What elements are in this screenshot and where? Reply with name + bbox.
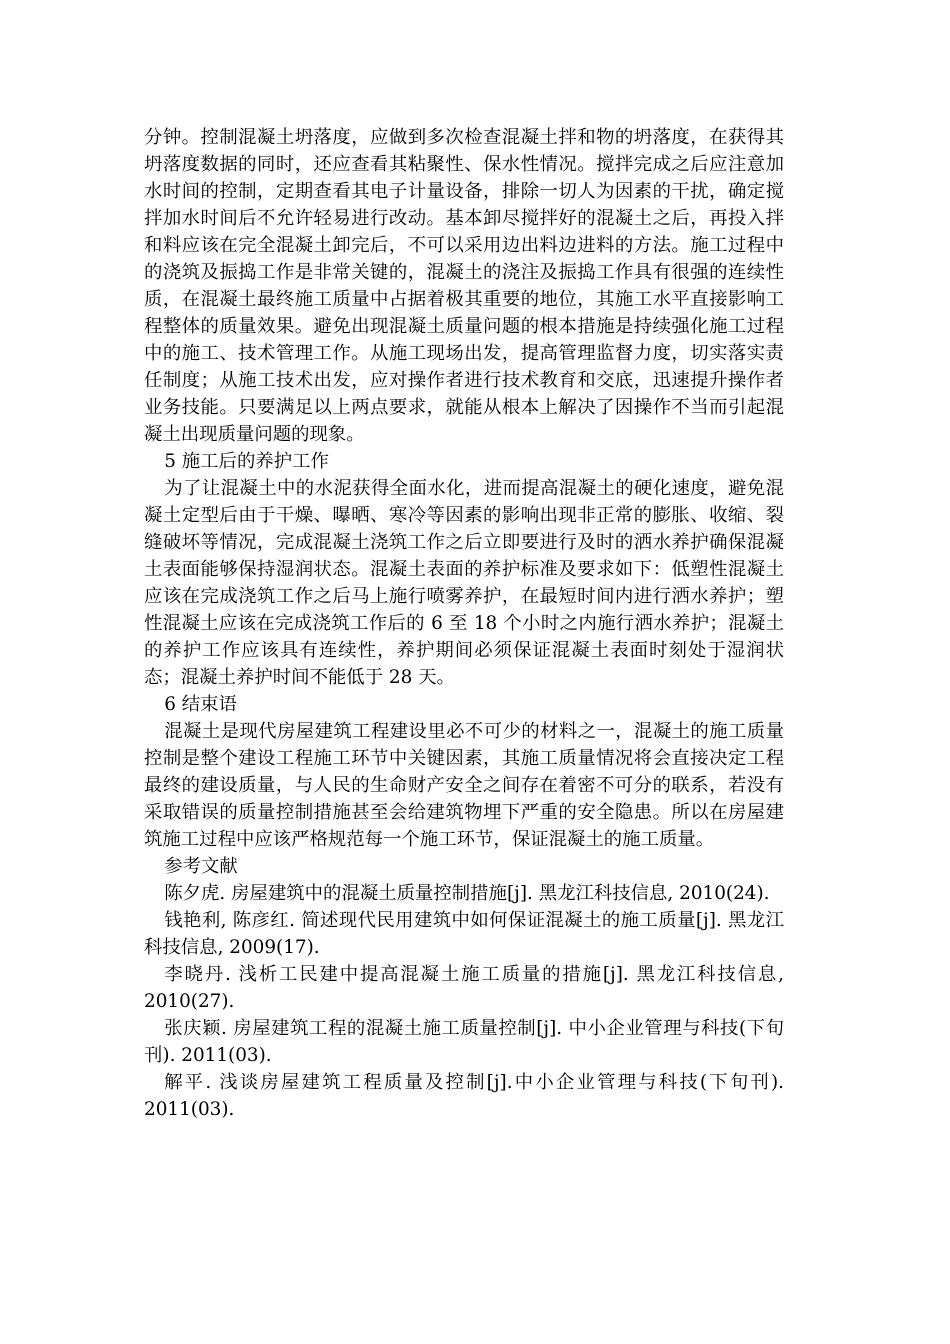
- reference-item: 张庆颖. 房屋建筑工程的混凝土施工质量控制[j]. 中小企业管理与科技(下旬刊). 2011(03).: [144, 1018, 784, 1066]
- body-paragraph-continued: 分钟。控制混凝土坍落度，应做到多次检查混凝土拌和物的坍落度，在获得其坍落度数据的同时，还应查看其粘聚性、保水性情况。搅拌完成之后应注意加水时间的控制，定期查看其电子计量设备，排除一切人为因素的干扰，确定搅拌加水时间后不允许轻易进行改动。基本卸尽搅拌好的混凝土之后，再投入拌和料应该在完全混凝土卸完后，不可以采用边出料边进料的方法。施工过程中的浇筑及振捣工作是非常关键的，混凝土的浇注及振捣工作具有很强的连续性质，在混凝土最终施工质量中占据着极其重要的地位，其施工水平直接影响工程整体的质量效果。避免出现混凝土质量问题的根本措施是持续强化施工过程中的施工、技术管理工作。从施工现场出发，提高管理监督力度，切实落实责任制度；从施工技术出发，应对操作者进行技术教育和交底，迅速提升操作者业务技能。只要满足以上两点要求，就能从根本上解决了因操作不当而引起混凝土出现质量问题的现象。: [144, 127, 784, 445]
- references-heading: 参考文献: [164, 856, 238, 877]
- body-paragraph-curing: 为了让混凝土中的水泥获得全面水化，进而提高混凝土的硬化速度，避免混凝土定型后由于干燥、曝晒、寒冷等因素的影响出现非正常的膨胀、收缩、裂缝破坏等情况，完成混凝土浇筑工作之后立即要进行及时的洒水养护确保混凝土表面能够保持湿润状态。混凝土表面的养护标准及要求如下：低塑性混凝土应该在完成浇筑工作之后马上施行喷雾养护，在最短时间内进行洒水养护；塑性混凝土应该在完成浇筑工作后的 6 至 18 个小时之内施行洒水养护；混凝土的养护工作应该具有连续性，养护期间必须保证混凝土表面时刻处于湿润状态；混凝土养护时间不能低于 28 天。: [144, 478, 784, 688]
- reference-item: 陈夕虎. 房屋建筑中的混凝土质量控制措施[j]. 黑龙江科技信息, 2010(24).: [164, 883, 770, 904]
- body-paragraph-conclusion: 混凝土是现代房屋建筑工程建设里必不可少的材料之一，混凝土的施工质量控制是整个建设工程施工环节中关键因素，其施工质量情况将会直接决定工程最终的建设质量，与人民的生命财产安全之间存在着密不可分的联系，若没有采取错误的质量控制措施甚至会给建筑物埋下严重的安全隐患。所以在房屋建筑施工过程中应该严格规范每一个施工环节，保证混凝土的施工质量。: [144, 721, 784, 850]
- reference-item: 李晓丹. 浅析工民建中提高混凝土施工质量的措施[j]. 黑龙江科技信息, 2010(27).: [144, 964, 784, 1012]
- references-list: [144, 880, 784, 1123]
- document-page: [144, 124, 784, 1123]
- reference-item: 钱艳利, 陈彦红. 简述现代民用建筑中如何保证混凝土的施工质量[j]. 黑龙江科技信息, 2009(17).: [144, 910, 784, 958]
- section-heading-curing: 5 施工后的养护工作: [164, 451, 329, 472]
- section-heading-conclusion: 6 结束语: [164, 694, 237, 715]
- reference-item: 解平. 浅谈房屋建筑工程质量及控制[j].中小企业管理与科技(下旬刊). 2011(03).: [144, 1072, 784, 1120]
